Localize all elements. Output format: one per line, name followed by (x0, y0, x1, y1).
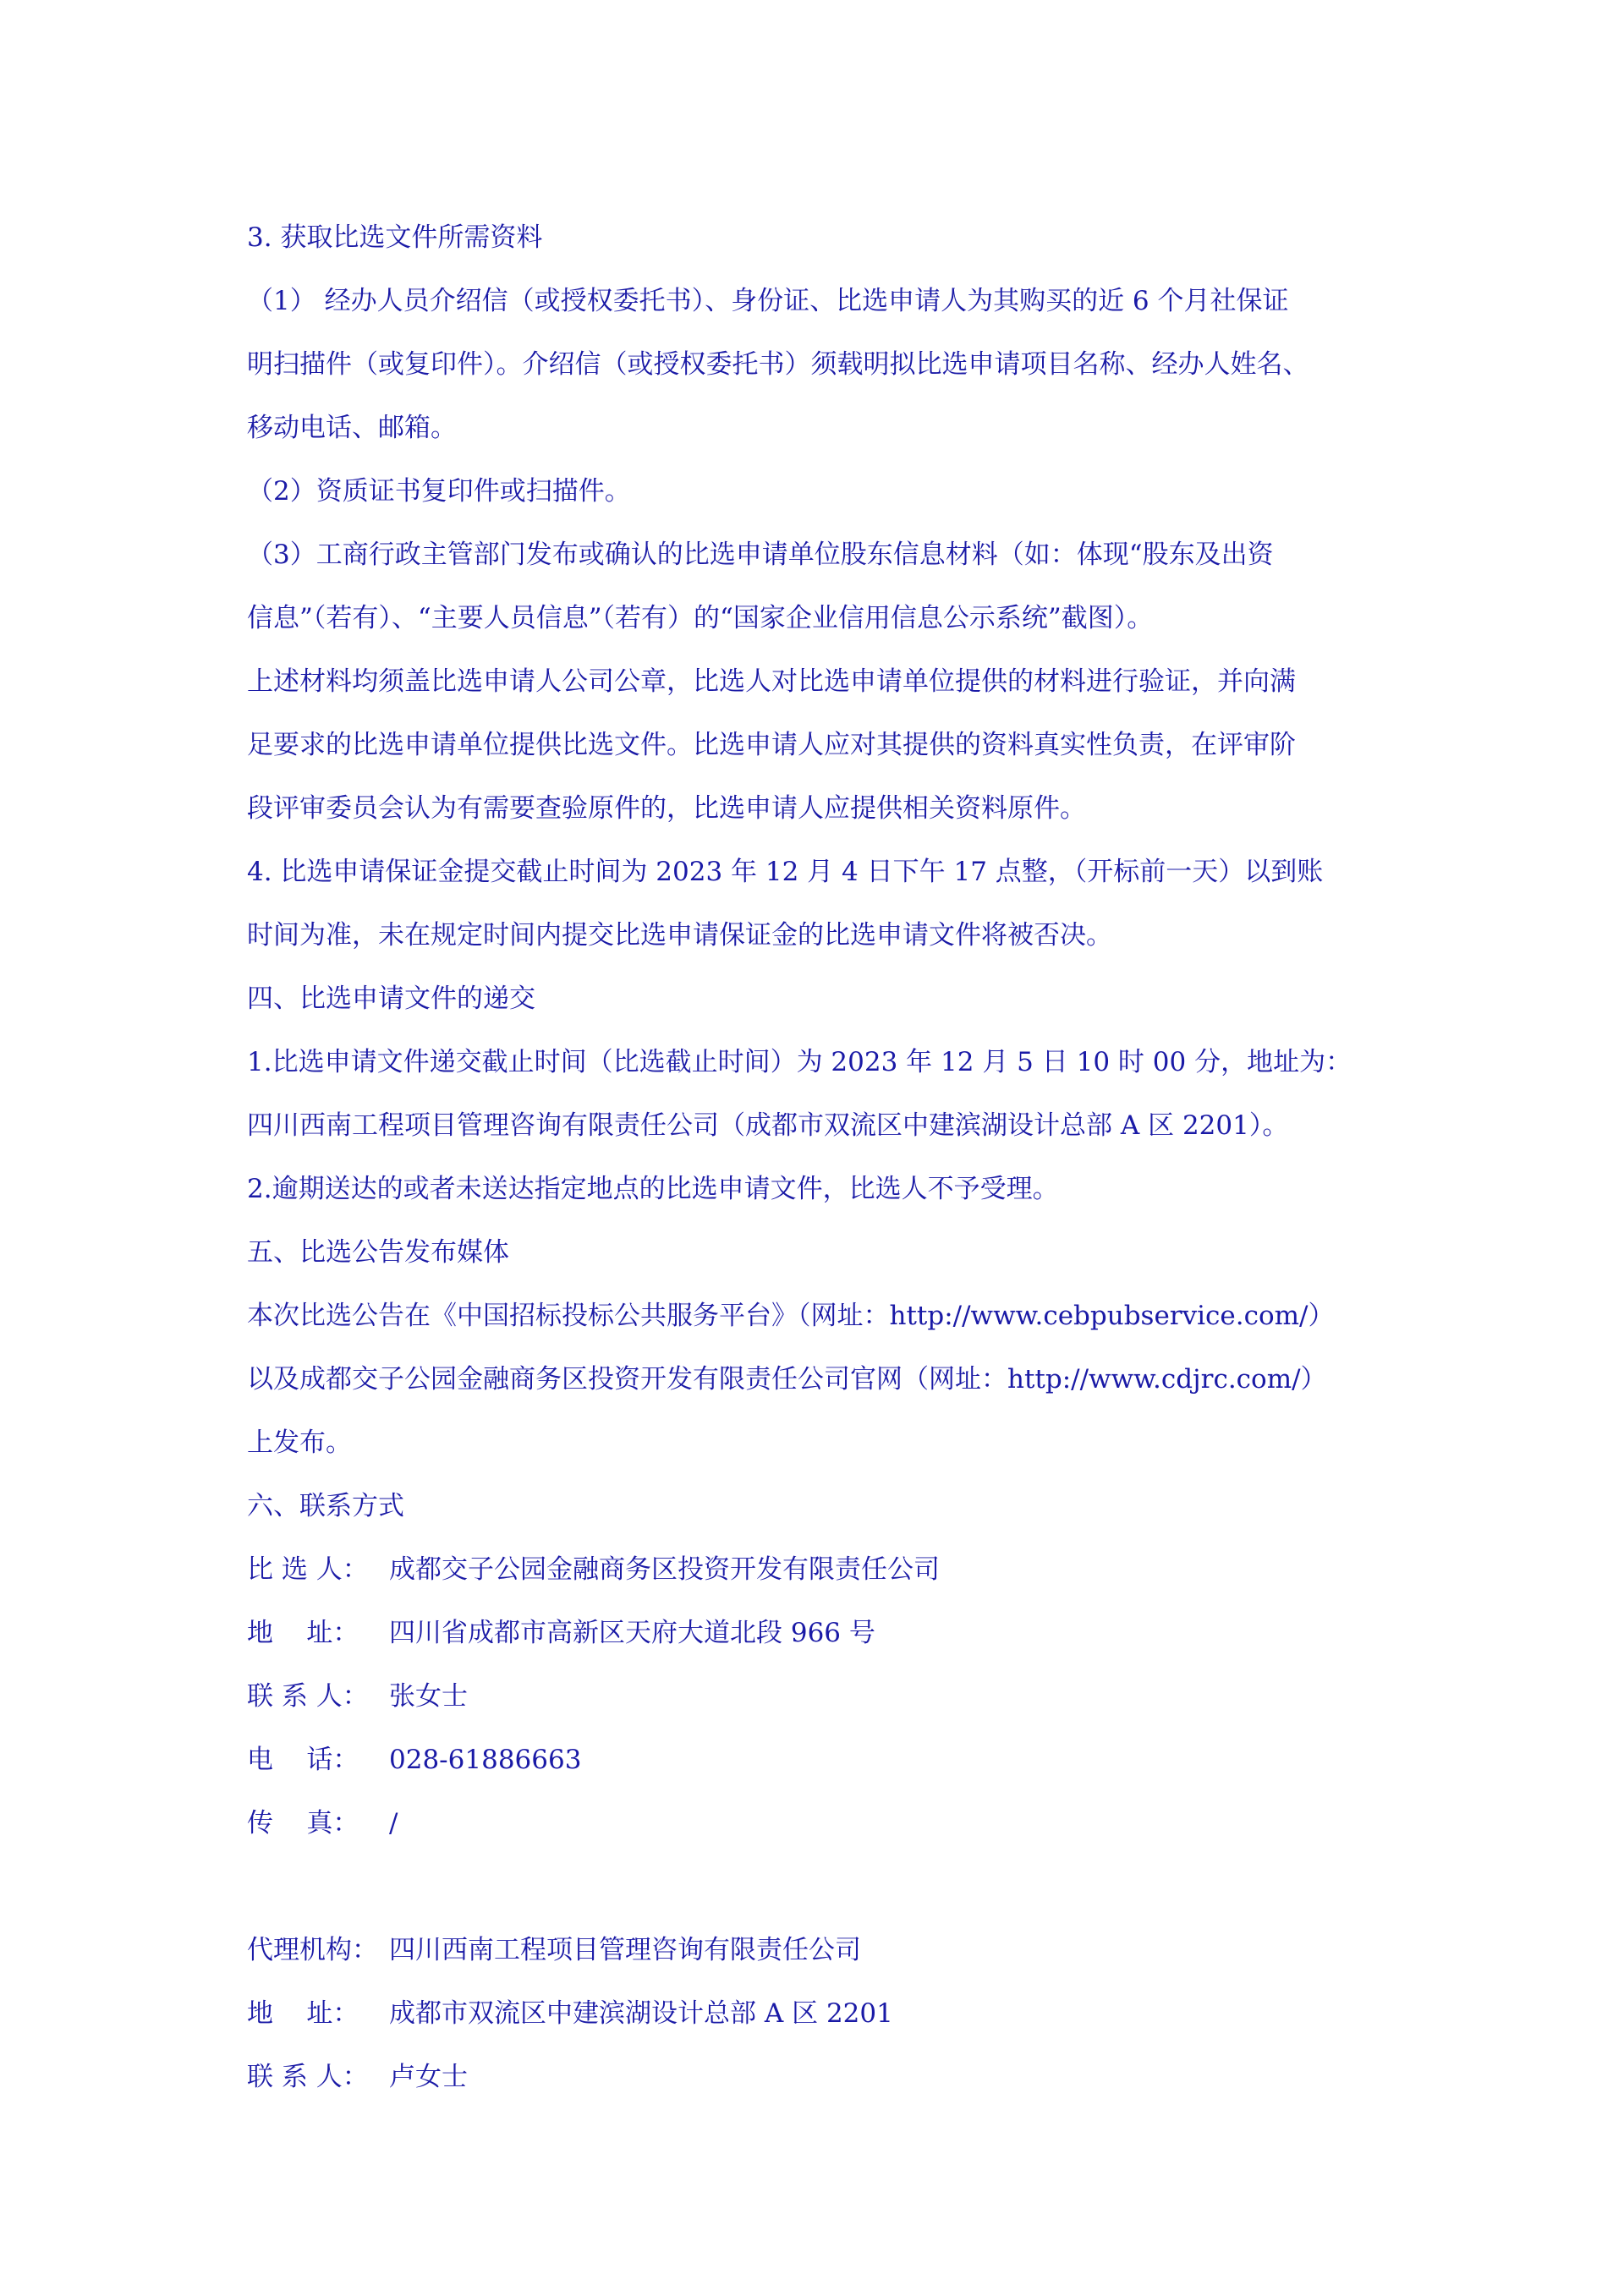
contact-bidder-fax (247, 1792, 1397, 1855)
contact-bidder-name (247, 1538, 1397, 1602)
contact-value: 成都市双流区中建滨湖设计总部 A 区 2201 (389, 1998, 893, 2029)
contact-label: 联 系 人： (247, 2062, 369, 2092)
contact-value: 028-61886663 (389, 1745, 582, 1775)
blank-line (247, 1855, 1397, 1919)
contact-label: 地 址： (247, 1618, 359, 1648)
paragraph-line: 本次比选公告在《中国招标投标公共服务平台》（网址：http://www.cebpubservice.com/） (247, 1301, 1335, 1331)
paragraph-line: 明扫描件（或复印件）。介绍信（或授权委托书）须载明拟比选申请项目名称、经办人姓名、 (247, 349, 1309, 380)
section-heading-materials: 3. 获取比选文件所需资料 (247, 222, 543, 253)
contact-value: 成都交子公园金融商务区投资开发有限责任公司 (389, 1554, 940, 1585)
contact-bidder-person (247, 1665, 1397, 1729)
paragraph-line: 移动电话、邮箱。 (247, 413, 457, 443)
paragraph-line: 足要求的比选申请单位提供比选文件。比选申请人应对其提供的资料真实性负责，在评审阶 (247, 730, 1296, 760)
paragraph-line: 2.逾期送达的或者未送达指定地点的比选申请文件，比选人不予受理。 (247, 1174, 1059, 1204)
contact-label: 代理机构： (247, 1935, 378, 1965)
contact-agent-person (247, 2046, 1397, 2109)
paragraph-line: 上述材料均须盖比选申请人公司公章，比选人对比选申请单位提供的材料进行验证，并向满 (247, 666, 1296, 697)
contact-label: 传 真： (247, 1808, 359, 1838)
paragraph-line: 上发布。 (247, 1427, 352, 1458)
contact-value: 四川省成都市高新区天府大道北段 966 号 (389, 1618, 875, 1648)
contact-value: / (389, 1808, 398, 1838)
contact-agent-address (247, 1982, 1397, 2046)
contact-label: 联 系 人： (247, 1681, 369, 1712)
paragraph-line: 4. 比选申请保证金提交截止时间为 2023 年 12 月 4 日下午 17 点整，（开标前一天）以到账 (247, 857, 1324, 887)
contact-value: 张女士 (389, 1681, 468, 1712)
document-body (247, 206, 1397, 2109)
paragraph-line: 时间为准，未在规定时间内提交比选申请保证金的比选申请文件将被否决。 (247, 920, 1112, 951)
contact-bidder-phone (247, 1729, 1397, 1792)
section-heading-submission: 四、比选申请文件的递交 (247, 984, 535, 1014)
section-heading-contact: 六、联系方式 (247, 1491, 404, 1521)
section-heading-media: 五、比选公告发布媒体 (247, 1237, 509, 1268)
contact-label: 电 话： (247, 1745, 359, 1775)
paragraph-line: （3）工商行政主管部门发布或确认的比选申请单位股东信息材料（如：体现“股东及出资 (247, 540, 1274, 570)
paragraph-line: （2）资质证书复印件或扫描件。 (247, 476, 631, 507)
paragraph-line: 段评审委员会认为有需要查验原件的，比选申请人应提供相关资料原件。 (247, 793, 1086, 824)
paragraph-line: 信息”（若有）、“主要人员信息”（若有）的“国家企业信用信息公示系统”截图）。 (247, 603, 1154, 633)
contact-label: 比 选 人： (247, 1554, 369, 1585)
contact-bidder-address (247, 1602, 1397, 1665)
paragraph-line: 以及成都交子公园金融商务区投资开发有限责任公司官网（网址：http://www.cdjrc.com/） (247, 1364, 1327, 1395)
contact-agent-name (247, 1919, 1397, 1982)
paragraph-line: （1） 经办人员介绍信（或授权委托书）、身份证、比选申请人为其购买的近 6 个月社保证 (247, 286, 1289, 316)
paragraph-line: 四川西南工程项目管理咨询有限责任公司（成都市双流区中建滨湖设计总部 A 区 2201）。 (247, 1110, 1289, 1141)
contact-value: 四川西南工程项目管理咨询有限责任公司 (389, 1935, 861, 1965)
contact-value: 卢女士 (389, 2062, 468, 2092)
contact-label: 地 址： (247, 1998, 359, 2029)
paragraph-line: 1.比选申请文件递交截止时间（比选截止时间）为 2023 年 12 月 5 日 10 时 00 分，地址为： (247, 1047, 1352, 1077)
